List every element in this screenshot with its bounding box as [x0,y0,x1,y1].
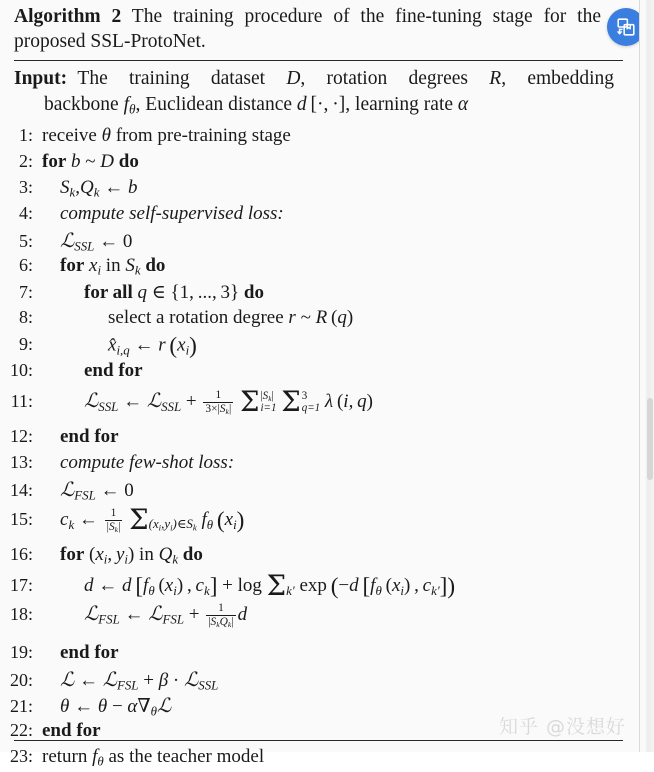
algorithm-line [0,668,640,694]
input-line-2: backbone $f_\theta$, Euclidean distance d [·, ·], learning rate α [44,94,469,117]
algorithm-line [0,255,640,281]
line-number: 9: [18,334,33,355]
line-number: 5: [18,230,33,251]
line-body: for b ~ D do [42,150,139,172]
algorithm-line [0,360,640,386]
line-body: ℒ$_{FSL}$ ← 0 [60,477,134,503]
line-body: return $f_\theta$ as the teacher model [42,745,265,769]
input-line-1-text: The training dataset D, rotation degrees R, embedding [67,68,614,89]
line-number: 13: [9,451,33,472]
algorithm-line [0,125,640,151]
algorithm-caption-label: Algorithm 2 [14,6,122,27]
line-number: 18: [9,603,33,624]
algorithm-line [0,177,640,203]
algorithm-caption-text: The training procedure of the fine-tuning stage for the proposed SSL-ProtoNet. [14,6,601,52]
algorithm-steps [0,123,640,772]
algorithm-line [0,203,640,229]
algorithm-line [0,746,640,772]
document-save-icon [615,16,637,38]
input-line-1 [14,66,614,92]
line-number: 19: [9,641,33,662]
line-number: 14: [9,479,33,500]
algorithm-line [0,386,640,426]
line-number: 22: [9,719,33,740]
input-label: Input: [14,68,68,89]
algorithm-line [0,452,640,478]
algorithm-line [0,602,640,642]
line-body: θ ← $\theta - \alpha\nabla_\theta ℒ$ [60,693,172,719]
algorithm-line [0,281,640,307]
line-body: ℒ ← ℒ$_{FSL}$ + β · ℒ$_{SSL}$ [60,667,219,693]
line-number: 4: [18,202,33,223]
line-number: 21: [9,695,33,716]
algorithm-line [0,307,640,333]
line-body: compute few-shot loss: [60,451,235,473]
line-body: d ← d [$f_\theta$ $(x_i)$ , $c_k] + \log \Sigma_{k'}$ exp (−d [$f_\theta$ $(x_i)$ , $c_{k'}$]) [84,569,456,602]
line-number: 8: [18,306,33,327]
algorithm-line [0,570,640,602]
line-number: 17: [9,574,33,595]
line-number: 2: [18,150,33,171]
line-number: 10: [9,359,33,380]
line-number: 11: [10,390,33,411]
line-body: compute self-supervised loss: [60,202,284,224]
line-number: 15: [9,508,33,529]
algorithm-line [0,151,640,177]
line-body: for $x_i$ in $S_k$ do [60,254,166,278]
line-body: $x̂_{i,q}$ ← r $(x_i)$ [108,332,197,359]
line-body: for all q ∈ {1, ..., 3} do [84,281,264,303]
algorithm-line [0,333,640,360]
algorithm-line [0,426,640,452]
line-body: ℒ$_{SSL}$ ← ℒ$_{SSL}$ + $\frac{1}{3\times|S_k|}$ Σ $|S_k|$ i=1 Σ 3 q=1 λ (i, q) [84,385,373,418]
algorithm-line [0,478,640,504]
line-body: select a rotation degree r ~ R (q) [108,306,354,328]
line-body: for ($x_i$, $y_i$) in $Q_k$ do [60,543,203,567]
line-body: end for [84,359,143,381]
line-number: 6: [18,254,33,275]
line-body: $S_k,Q_k$ ← b [60,176,138,200]
watermark: 知乎 @没想好 [498,716,626,738]
line-number: 20: [9,669,33,690]
algorithm-bottom-rule [14,740,623,741]
line-body: end for [42,719,101,741]
line-number: 16: [9,543,33,564]
algorithm-line [0,229,640,255]
page-right-edge [639,0,654,752]
algorithm-line [0,544,640,570]
line-number: 23: [9,745,33,766]
scrollbar-thumb[interactable] [647,398,653,480]
line-body: $c_k$ ← $\frac{1}{|S_k|}$ $\Sigma_{(x_i,y_i)\in S_k}$ $f_\theta$ $(x_i)$ [60,503,245,536]
algorithm-input-block [0,61,628,123]
line-body: end for [60,425,119,447]
algorithm-caption [0,0,615,56]
line-body: receive θ from pre-training stage [42,124,291,146]
algorithm-line [0,642,640,668]
algorithm-line [0,504,640,544]
line-number: 3: [18,176,33,197]
line-number: 7: [18,281,33,302]
line-body: ℒ$_{SSL}$ ← 0 [60,228,133,254]
line-number: 1: [18,124,33,145]
line-body: end for [60,641,119,663]
line-number: 12: [9,425,33,446]
line-body: ℒ$_{FSL}$ ← ℒ$_{FSL}$ + $\frac{1}{|S_kQ_k|}$ d [84,601,248,629]
